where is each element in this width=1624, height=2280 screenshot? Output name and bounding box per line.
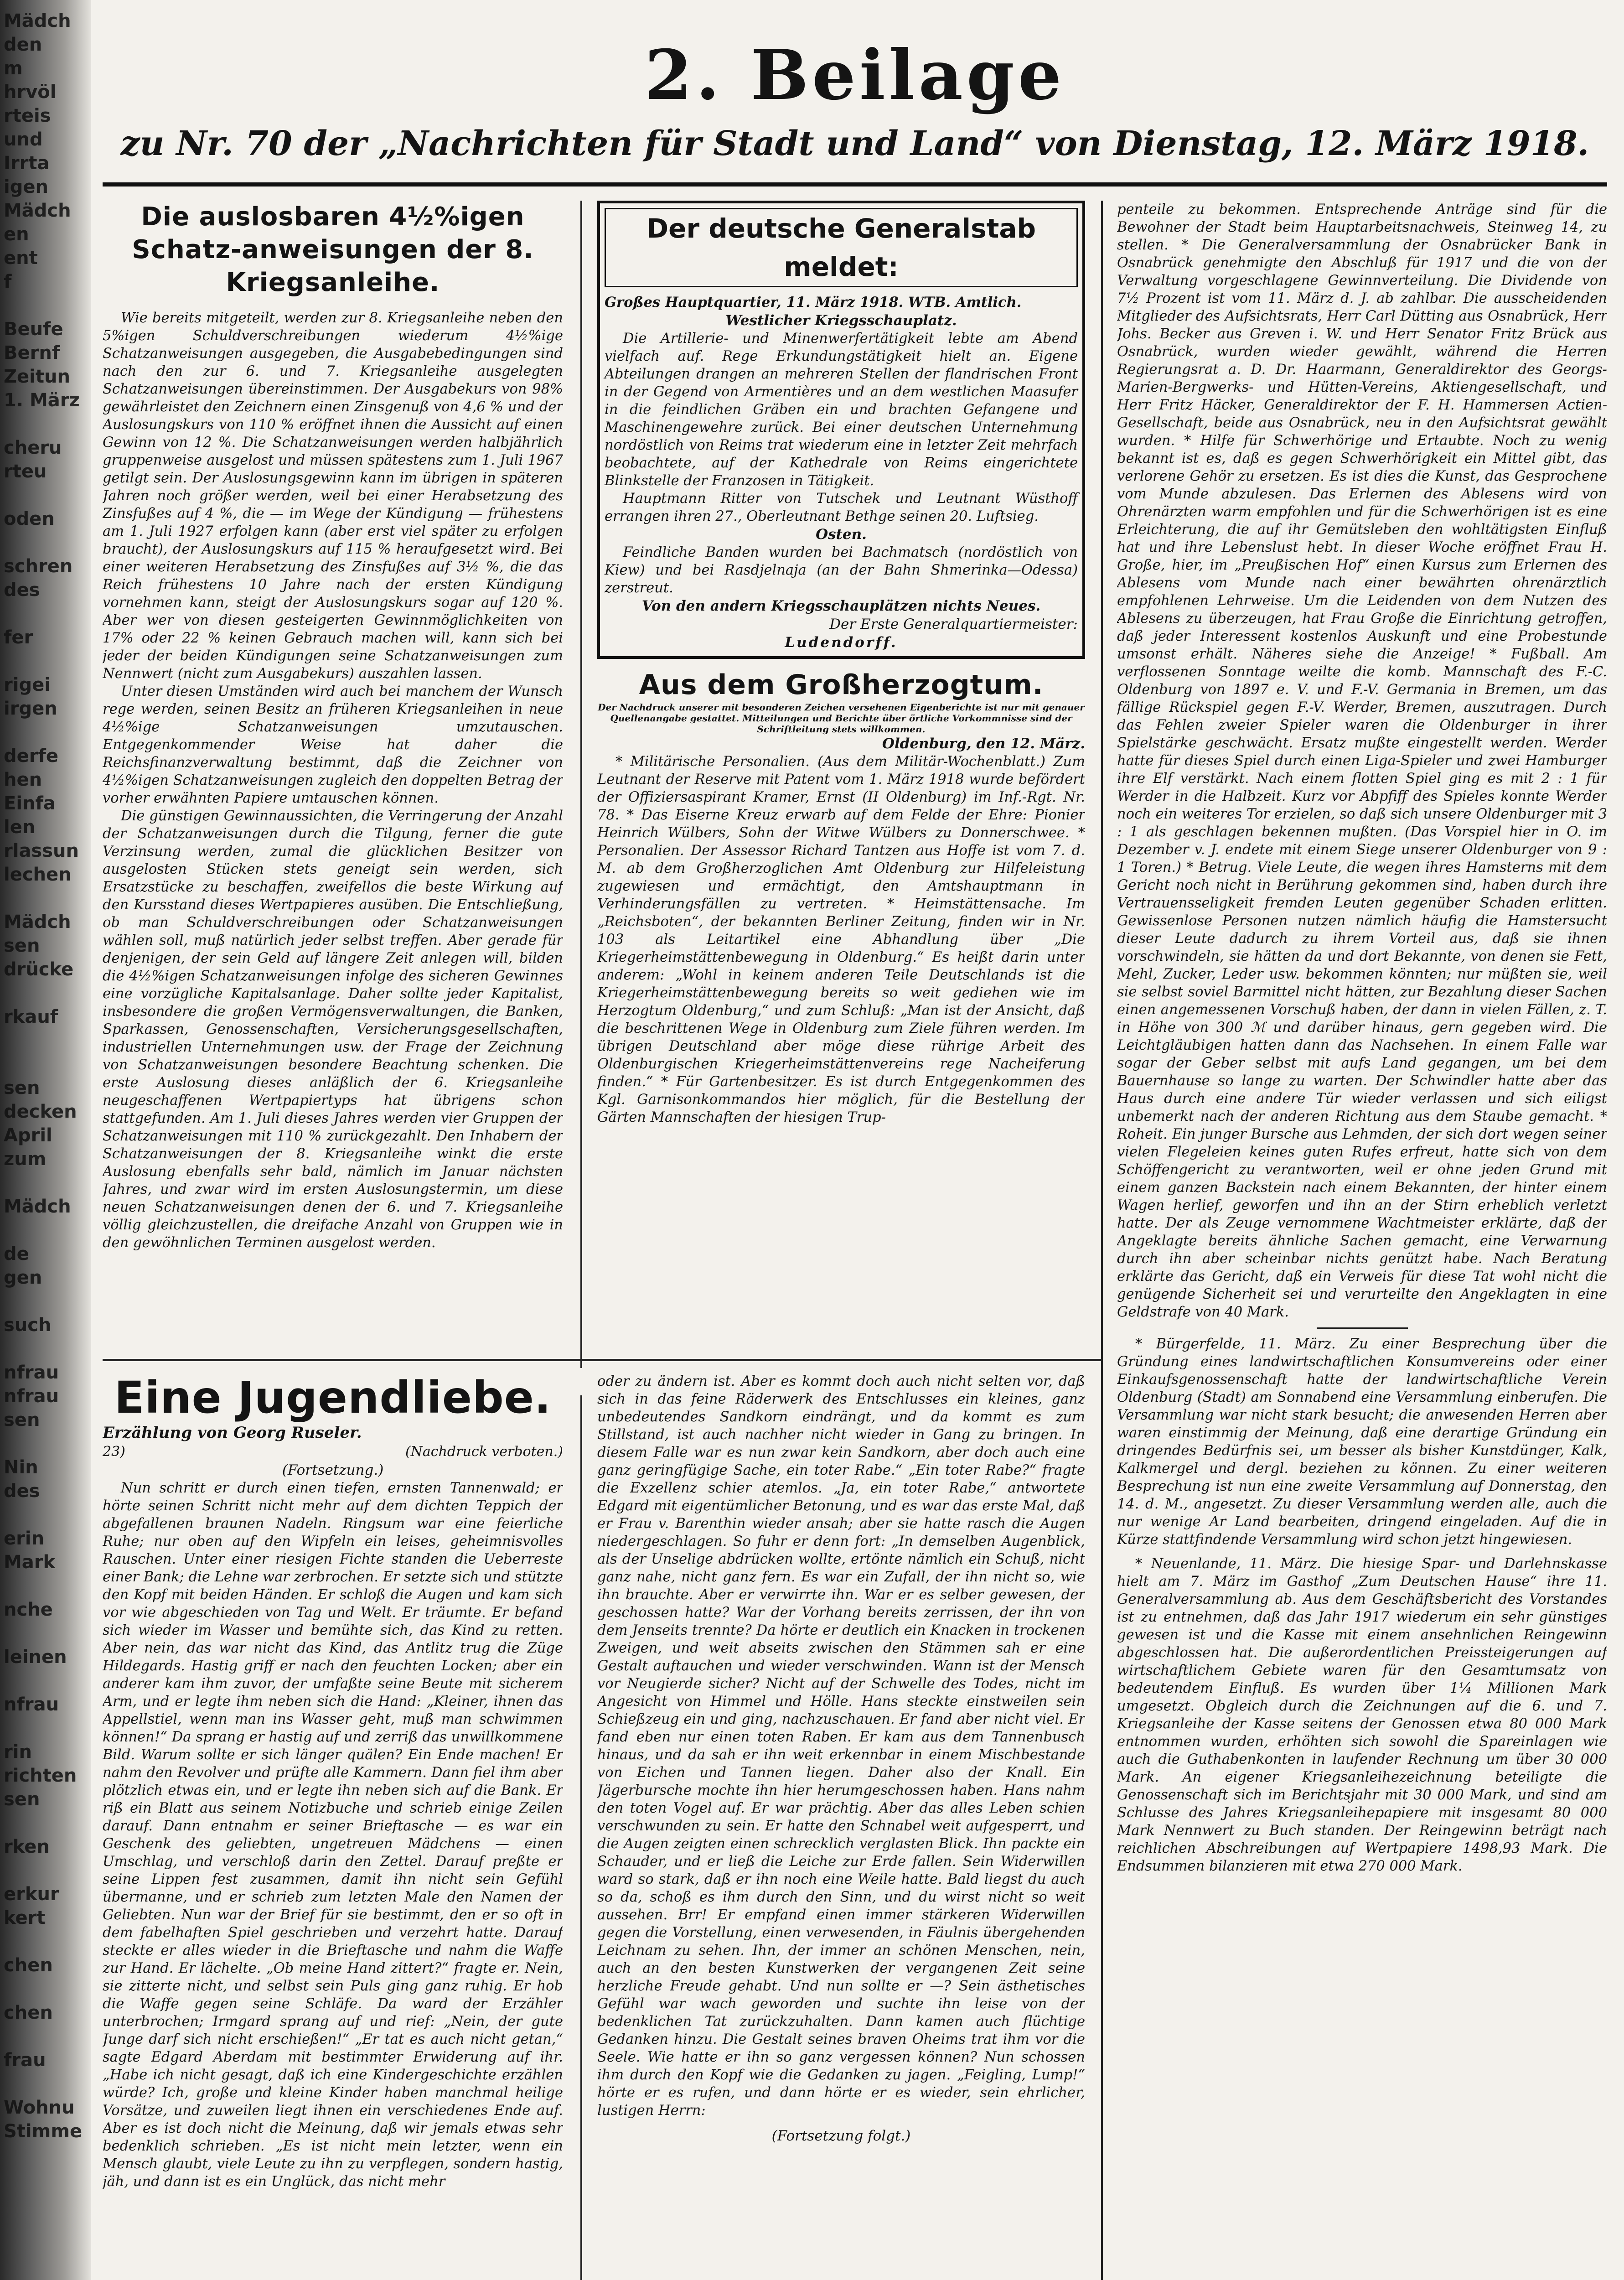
regional-news-continued	[1117, 201, 1607, 2280]
regional-dateline: Oldenburg, den 12. März.	[882, 736, 1085, 752]
masthead-rule	[103, 182, 1607, 187]
adjacent-page-fragments: Mädch den m hrvöl rteis und Irrta igen Mädch en ent f Beufe Bernf Zeitun 1. März cheru rteu oden schren des fer rigei irgen derfe hen Einfa len rlassun lechen Mädch sen drücke rkauf sen decken April zum Mädch de gen such nfrau nfrau sen Nin des erin Mark nche leinen nfrau rin richten sen rken erkur kert chen chen frau Wohnu Stimme	[4, 10, 83, 2142]
story-episode-number: 23)	[103, 1444, 125, 1460]
section-rule	[1317, 1327, 1408, 1329]
regional-news-buergerfelde: * Bürgerfelde, 11. März. Zu einer Besprechung über die Gründung eines landwirtschaftlichen Konsumvereins oder einer Einkaufsgenossenschaft hatte der landwirtschaftliche Verein Oldenburg (Stadt) am Sonnabend eine Versammlung einberufen. Die Versammlung war nicht stark besucht; die anwesenden Herren aber waren einstimmig der Meinung, daß eine derartige Gründung ein dringendes Bedürfnis sei, um besser als bisher Kunstdünger, Kalk, Kalkmergel und dergl. beziehen zu können. Zu einer weiteren Besprechung ist nun eine zweite Versammlung auf Donnerstag, den 14. d. M., angesetzt. Zu dieser Versammlung werden alle, auch die nur wenige Ar Land bearbeiten, dringend eingeladen. Auf die in Kürze stattfindende Versammlung wird schon jetzt hingewiesen.	[1117, 1336, 1607, 1548]
story-top-rule-left	[103, 1359, 580, 1361]
column-divider-1-upper	[580, 201, 582, 1368]
column-divider-1-lower	[580, 1395, 582, 2280]
newspaper-page	[103, 36, 1607, 2280]
regional-news-block-1: penteile zu bekommen. Entsprechende Anträge sind für die Bewohner der Stadt beim Hauptarbeitsnachweis, Steinweg 14, zu stellen. * Die Generalversammlung der Osnabrücker Bank in Osnabrück genehmigte den Abschluß für 1917 und die von der Verwaltung vorgeschlagene Gewinnverteilung. Die Dividende von 7½ Prozent ist vom 11. März d. J. ab zahlbar. Die ausscheidenden Mitglieder des Aufsichtsrats, Herr Carl Dütting aus Osnabrück, Herr Johs. Becker aus Greven i. W. und Herr Senator Fritz Brück aus Osnabrück, wurden wieder gewählt, während die Herren Regierungsrat a. D. Dr. Haarmann, Generaldirektor des Georgs-Marien-Bergwerks- und Hütten-Vereins, Aktiengesellschaft, und Herr Fritz Häcker, Generaldirektor der F. H. Hammersen Actien-Gesellschaft, beide aus Osnabrück, neu in den Aufsichtsrat gewählt wurden. * Hilfe für Schwerhörige und Ertaubte. Noch zu wenig bekannt ist es, daß es gegen Schwerhörigkeit ein Mittel gibt, das verlorene Gehör zu ersetzen. Es ist dies die Kunst, das Gesprochene vom Munde abzulesen. Das Erlernen des Ablesens wird von Ohrenärzten warm empfohlen und für die Schwerhörigen ist es eine Erleichterung, die auf ihr Gemütsleben den wohltätigsten Einfluß hat und ihre Lebenslust hebt. In dieser Woche eröffnet Frau H. Große, hier, im „Preußischen Hof“ einen Kursus zum Erlernen des Ablesens vom Munde nach einer bewährten ohrenärztlich empfohlenen Lehrweise. Um die Leidenden von dem Nutzen des Ablesens zu überzeugen, hat Frau Große die Einrichtung getroffen, daß jeder Interessent kostenlos Auskunft und eine Probestunde umsonst erhält. Näheres siehe die Anzeige! * Fußball. Am verflossenen Sonntage weilte die komb. Mannschaft des F.-C. Oldenburg von 1897 e. V. und F.-V. Germania in Bremen, um das fällige Rückspiel gegen F.-V. Werder, Bremen, auszutragen. Durch das Fehlen zweier Spieler waren die Oldenburger in ihrer Spielstärke geschwächt. Ersatz mußte eingestellt werden. Werder hatte für dieses Spiel durch einen Liga-Spieler und zwei Hamburger ihre Elf verstärkt. Nach einem flotten Spiel ging es mit 2 : 1 für Werder in die Halbzeit. Kurz vor Abpfiff des Spieles konnte Werder noch ein weiteres Tor erzielen, so daß sich unsere Oldenburger mit 3 : 1 als geschlagen bekennen mußten. (Das Vorspiel hier in O. im Dezember v. J. endete mit einem Siege unserer Oldenburger von 9 : 1 Toren.) * Betrug. Viele Leute, die wegen ihres Hamsterns mit dem Gericht noch nicht in Berührung gekommen sind, haben durch ihre Vertrauensseligkeit fremden Leuten gegenüber Schaden erlitten. Gewissenlose Personen nutzen nämlich häufig die Hamstersucht dieser Leute dadurch zu ihrem Vorteil aus, daß sie ihnen vorschwindeln, sie hätten da und dort Bekannte, von denen sie Fett, Mehl, Zucker, Leder usw. bekommen könnten; nur müßten sie, weil sie selbst soviel Barmittel nicht hätten, zur Bezahlung dieser Sachen einen angemessenen Vorschuß haben, der dann in vielen Fällen, z. T. in Höhe von 300 ℳ und darüber hinaus, gern gegeben wird. Die Leichtgläubigen hatten dann das Nachsehen. In einem Falle war sogar der Geber selbst mit aufs Land gegangen, um bei dem Bauernhause so lange zu warten. Der Schwindler hatte aber das Haus durch eine andere Tür wieder verlassen und sich eiligst unbemerkt nach der anderen Richtung aus dem Staube gemacht. * Roheit. Ein junger Bursche aus Lehmden, der sich dort wegen seiner vielen Flegeleien keines guten Rufes erfreut, hatte sich von dem Schöffengericht zu verantworten, weil er ohne jeden Grund mit einem ganzen Backstein nach einem Bekannten, der hinter einem Wagen herlief, geworfen und ihn an der Stirn erheblich verletzt hatte. Der als Zeuge vernommene Wachtmeister erklärte, daß der Angeklagte bereits ähnliche Sachen gemacht, eine Verwarnung durch ihn aber scheinbar nichts genützt habe. Nach Beratung erklärte das Gericht, daß ein Verweis für diese Tat wohl nicht die genügende Sicherheit sei und verurteilte den Angeklagten in eine Geldstrafe von 40 Mark.	[1117, 202, 1607, 1320]
story-text-part-2: oder zu ändern ist. Aber es kommt doch auch nicht selten vor, daß sich in das feine Räderwerk des Entschlusses ein kleines, ganz unbedeutendes Sandkorn eindrängt, und da kommt es zum Stillstand, ist auch nachher nicht wieder in Gang zu bringen. In diesem Falle war es nun zwar kein Sandkorn, aber doch auch eine ganz geringfügige Sache, ein toter Rabe.“ „Ein toter Rabe?“ fragte die Exzellenz schier atemlos. „Ja, ein toter Rabe,“ antwortete Edgard mit eigentümlicher Betonung, und es war das erste Mal, daß er Frau v. Barenthin wieder ansah; aber sie hatte rasch die Augen niedergeschlagen. So fuhr er denn fort: „In demselben Augenblick, als der Unselige abdrücken wollte, ertönte nämlich ein Schuß, nicht ganz nahe, nicht ganz fern. Es war ein Zufall, der ihn nicht so, wie ihn brauchte. Aber er verwirrte ihn. War er es selber gewesen, der geschossen hatte? War der Vorhang bereits zerrissen, der ihn von dem Jenseits trennte? Da hörte er deutlich ein Knacken in trockenen Zweigen, und weit abseits zwischen den Stämmen sah er eine Gestalt auftauchen und wieder verschwinden. Wann ist der Mensch vor Neugierde sicher? Nicht auf der Schwelle des Todes, nicht im Angesicht von Himmel und Hölle. Hans steckte einstweilen sein Schießzeug ein und ging, nachzuschauen. Er fand aber nicht viel. Er fand eben nur einen toten Raben. Er kam aus dem Tannenbusch hinaus, und da sah er ihn weit erkennbar in einem Mischbestande von Eichen und Tannen liegen. Daher also der Knall. Ein Jägerbursche mochte ihn hier herumgeschossen haben. Hans nahm den toten Vogel auf. Er war prächtig. Aber das alles Leben schien verschwunden zu sein. Er hatte den Schnabel weit aufgesperrt, und die Augen zeigten einen schrecklich verglasten Blick. Ihn packte ein Schauder, und er ließ die Leiche zur Erde fallen. Sein Widerwillen ward so stark, daß er ihn noch eine Weile hatte. Bald liegst du auch so da, schoß es ihm durch den Sinn, und du wirst nicht so weit aussehen. Brr! Er empfand einen immer stärkeren Widerwillen gegen die Vorstellung, einen verwesenden, in Fäulnis übergehenden Leichnam zu sehen. Ihn, der immer an schönen Menschen, nein, auch an den besten Kunstwerken der vergangenen Zeit seine herzliche Freude gehabt. Und nun sollte er —? Sein ästhetisches Gefühl war wach geworden und suchte ihn leise von der bedenklichen Tat zurückzuhalten. Dann kamen auch flüchtige Gedanken hinzu. Die Gestalt seines braven Oheims trat ihm vor die Seele. Wie hatte er ihn so ganz vergessen können? Nun schossen ihm durch den Kopf wie die Gedanken zu jagen. „Feigling, Lump!“ hörte er es rufen, und dann hörte er es wieder, sein ehrlicher, lustigen Herrn:	[597, 1373, 1085, 2119]
story-to-be-continued: (Fortsetzung folgt.)	[771, 2128, 911, 2144]
bond-headline: Die auslosbaren 4½%igen Schatz-anweisungen der 8. Kriegsanleihe.	[132, 202, 534, 297]
regional-text: * Militärische Personalien. (Aus dem Militär-Wochenblatt.) Zum Leutnant der Reserve mit Patent vom 1. März 1918 wurde befördert der Offiziersaspirant Kramer, Ernst (II Oldenburg) im Inf.-Rgt. Nr. 78. * Das Eiserne Kreuz erwarb auf dem Felde der Ehre: Pionier Heinrich Wülbers, Sohn der Witwe Wülbers zu Donnerschwee. * Personalien. Der Assessor Richard Tantzen aus Hoffe ist vom 7. d. M. ab dem Großherzoglichen Amt Oldenburg zur Hilfeleistung zugewiesen und ermächtigt, den Amtshauptmann in Verhinderungsfällen zu vertreten. * Heimstättensache. Im „Reichsboten“, der bekannten Berliner Zeitung, finden wir in Nr. 103 als Leitartikel eine Abhandlung über „Die Kriegerheimstättenbewegung in Oldenburg.“ Es heißt darin unter anderem: „Wohl in keinem anderen Teile Deutschlands ist die Kriegerheimstättenbewegung bereits so weit gediehen wie im Herzogtum Oldenburg,“ und zum Schluß: „Man ist der Ansicht, daß die beschrittenen Wege in Oldenburg zum Ziele führen werden. Im übrigen Deutschland aber möge diese rührige Arbeit des Oldenburgischen Kriegerheimstättenvereins rege Nacheiferung finden.“ * Für Gartenbesitzer. Es ist durch Entgegenkommen des Kgl. Garnisonkommandos hier möglich, für die Bestellung der Gärten Mannschaften der hiesigen Trup-	[597, 754, 1085, 1125]
regional-news-neuenlande: * Neuenlande, 11. März. Die hiesige Spar- und Darlehnskasse hielt am 7. März im Gasthof „Zum Deutschen Hause“ ihre 11. Generalversammlung ab. Aus dem Geschäftsbericht des Vorstandes ist zu entnehmen, daß das Jahr 1917 wiederum ein sehr günstiges gewesen ist und die Kasse mit einem ansehnlichen Reingewinn abgeschlossen hat. Die außerordentlichen Preissteigerungen auf wirtschaftlichem Gebiete waren für den Gesamtumsatz von bedeutendem Einfluß. Es wurden über 1¼ Millionen Mark umgesetzt. Obgleich durch die Zeichnungen auf die 6. und 7. Kriegsanleihe der Kasse seitens der Genossen etwa 80 000 Mark entnommen wurden, erhöhten sich sowohl die Spareinlagen wie auch die Guthabenkonten in laufender Rechnung um über 30 000 Mark. An eigener Kriegsanleihezeichnung beteiligte die Genossenschaft sich im Berichtsjahr mit 30 000 Mark, und sind am Schlusse des Jahres Kriegsanleihepapiere mit insgesamt 80 000 Mark Nennwert zu Buch standen. Der Reingewinn beträgt nach reichlichen Abschreibungen auf Wertpapiere 1498,93 Mark. Die Endsummen bilanzieren mit etwa 270 000 Mark.	[1117, 1556, 1607, 1874]
signature-role: Der Erste Generalquartiermeister:	[829, 616, 1078, 632]
bond-paragraph-2: Unter diesen Umständen wird auch bei manchem der Wunsch rege werden, seinen Besitz an früheren Kriegsanleihen in neue 4½%ige Schatzanweisungen umzutauschen. Entgegenkommender Weise hat daher die Reichsfinanzverwaltung bestimmt, daß die Zeichner von 4½%igen Schatzanweisungen zugleich den doppelten Betrag der vorher erwähnten Papiere umtauschen können.	[103, 684, 563, 806]
theater-east-heading: Osten.	[816, 526, 867, 543]
regional-headline: Aus dem Großherzogtum.	[639, 669, 1044, 701]
bond-paragraph-3: Die günstigen Gewinnaussichten, die Verringerung der Anzahl der Schatzanweisungen durch die Tilgung, ferner die gute Verzinsung werden, zumal die glücklichen Besitzer von ausgelosten Stücken stets geneigt sein werden, sich Ersatzstücke zu beschaffen, zweifellos die beste Wirkung auf den Kursstand dieses Wertpapieres ausüben. Die Entschließung, ob man Schuldverschreibungen oder Schatzanweisungen wählen soll, muß natürlich jeder selbst treffen. Aber gerade für denjenigen, der sein Geld auf längere Zeit anlegen will, bilden die 4½%igen Schatzanweisungen infolge des sicheren Gewinnes eine vorzügliche Kapitalsanlage. Daher sollte jeder Kapitalist, insbesondere die großen Vermögensverwaltungen, die Banken, Sparkassen, Genossenschaften, Versicherungsgesellschaften, industriellen Unternehmungen usw. der Frage der Zeichnung von Schatzanweisungen besondere Beachtung schenken. Die erste Auslosung dieses anläßlich der 6. Kriegsanleihe neugeschaffenen Wertpapiertyps hat übrigens schon stattgefunden. Am 1. Juli dieses Jahres werden vier Gruppen der Schatzanweisungen mit 110 % zurückgezahlt. Den Inhabern der Schatzanweisungen der 8. Kriegsanleihe winkt die erste Auslosung ebenfalls sehr bald, nämlich im Januar nächsten Jahres, und zwar wird im ersten Auslosungstermin, um diese neuen Schatzanweisungen denen der 6. und 7. Kriegsanleihe völlig gleichzustellen, die dreifache Anzahl von Gruppen wie in den gewöhnlichen Terminen ausgelost werden.	[103, 808, 563, 1251]
general-staff-box	[597, 201, 1085, 659]
report-west-text-2: Hauptmann Ritter von Tutschek und Leutnant Wüsthoff errangen ihren 27., Oberleutnant Bethge seinen 20. Luftsieg.	[605, 491, 1078, 524]
serial-story-part-1	[103, 1373, 563, 2280]
general-staff-title: Der deutsche Generalstab meldet:	[605, 208, 1078, 287]
serial-story-part-2	[597, 1373, 1085, 2280]
signature-name: Ludendorff.	[785, 634, 898, 651]
bond-paragraph-1: Wie bereits mitgeteilt, werden zur 8. Kriegsanleihe neben den 5%igen Schuldverschreibungen wiederum 4½%ige Schatzanweisungen ausgegeben, die Ausgabebedingungen sind nach den zur 6. und 7. Kriegsanleihe ausgelegten Schatzanweisungen übereinstimmen. Der Ausgabekurs von 98% gewährleistet den Zeichnern einen Zinsgenuß von 4,6 % und der Auslosungskurs von 110 % eröffnet ihnen die Aussicht auf einen Gewinn von 12 %. Die Schatzanweisungen werden halbjährlich gruppenweise ausgelost und müssen spätestens zum 1. Juli 1967 getilgt sein. Der Auslosungsgewinn kann im übrigen in späteren Jahren noch größer werden, weil bei einer Herabsetzung des Zinsfußes auf 4 %, die — im Wege der Kündigung — frühestens am 1. Juli 1927 erfolgen kann (aber erst viel später zu erfolgen braucht), der Auslosungskurs auf 115 % heraufgesetzt wird. Bei einer weiteren Herabsetzung des Zinsfußes auf 3½ %, die das Reich frühestens 10 Jahre nach der ersten Kündigung vornehmen kann, steigt der Auslosungskurs sogar auf 120 %. Aber wer von diesen gesteigerten Gewinnmöglichkeiten von 17% oder 22 % keinen Gebrauch machen will, kann sich bei jeder der beiden Kündigungen seine Schatzanweisungen zum Nennwert (nicht zum Ausgabekurs) auszahlen lassen.	[103, 310, 563, 682]
story-top-rule-mid	[580, 1359, 1101, 1361]
masthead	[103, 36, 1607, 164]
report-dateline: Großes Hauptquartier, 11. März 1918. WTB. Amtlich.	[605, 294, 1022, 311]
reprint-note: Der Nachdruck unserer mit besonderen Zeichen versehenen Eigenberichte ist nur mit genauer Quellenangabe gestattet. Mitteilungen und Berichte über örtliche Vorkommnisse sind der Schriftleitung stets willkommen.	[598, 702, 1085, 735]
report-east-text: Feindliche Banden wurden bei Bachmatsch (nordöstlich von Kiew) und bei Rasdjelnaja (an der Bahn Shmerinka—Odessa) zerstreut.	[605, 544, 1078, 596]
story-title: Eine Jugendliebe.	[114, 1373, 552, 1423]
other-fronts-line: Von den andern Kriegsschauplätzen nichts Neues.	[641, 598, 1041, 614]
supplement-title: 2. Beilage	[644, 35, 1065, 115]
column-divider-2	[1101, 201, 1103, 2280]
bond-article	[103, 201, 563, 1350]
story-byline: Erzählung von Georg Ruseler.	[103, 1424, 362, 1442]
theater-west-heading: Westlicher Kriegsschauplatz.	[725, 312, 957, 329]
story-text-part-1: Nun schritt er durch einen tiefen, ernsten Tannenwald; er hörte seinen Schritt nicht mehr auf dem dichten Teppich der abgefallenen braunen Nadeln. Ringsum war eine feierliche Ruhe; nur oben auf den Wipfeln ein leises, geheimnisvolles Rauschen. Unter einer riesigen Fichte standen die Ueberreste einer Bank; die Lehne war zerbrochen. Er setzte sich und stützte den Kopf mit beiden Händen. Er schloß die Augen und kam sich vor wie abgeschieden von Tag und Welt. Er träumte. Er befand sich wieder im Wasser und bemühte sich, das Kind zu retten. Aber nein, das war nicht das Kind, das Antlitz trug die Züge Hildegards. Hastig griff er nach den feuchten Locken; aber ein anderer kam ihm zuvor, der umfaßte seine Beute mit sicherem Arm, und er legte ihm neben sich die Hand: „Kleiner, ihnen das Appellstiel, wenn man ins Wasser geht, muß man schwimmen können!“ Da sprang er hastig auf und zerriß das unwillkommene Bild. Warum sollte er sich länger quälen? Ein Ende machen! Er nahm den Revolver und prüfte alle Kammern. Dann fiel ihm aber plötzlich etwas ein, und er legte ihn neben sich auf die Bank. Er riß ein Blatt aus seinem Notizbuche und schrieb einige Zeilen darauf. Dann entnahm er seiner Brieftasche — es war ein Geschenk des geliebten, ungetreuen Mädchens — einen Umschlag, und verschloß darin den Zettel. Darauf preßte er seine Lippen fest zusammen, damit ihn nicht sein Gefühl übermanne, und er schrieb zum letzten Male den Namen der Geliebten. Nun war der Brief für sie bestimmt, den er so oft in dem fabelhaften Spiel geschrieben und verzehrt hatte. Darauf steckte er alles wieder in die Brieftasche und nahm die Waffe zur Hand. Er lächelte. „Ob meine Hand zittert?“ fragte er. Nein, sie zitterte nicht, und selbst sein Puls ging ganz ruhig. Er hob die Waffe gegen seine Schläfe. Da ward der Erzähler unterbrochen; Irmgard sprang auf und rief: „Nein, der gute Junge darf sich nicht erschießen!“ „Er tat es auch nicht getan,“ sagte Edgard Aberdam mit bestimmter Erwiderung auf ihr. „Habe ich nicht gesagt, daß ich eine Kindergeschichte erzählen würde? Ich, große und kleine Kinder haben manchmal heilige Vorsätze, und zuweilen liegt ihnen ein verschiedenes Ende auf. Aber es ist doch nicht die Meinung, daß wir jemals etwas sehr bedenklich schrieben. „Es ist nicht mein letzter, wenn ein Mensch glaubt, viele Leute zu ihn zu verpflegen, sondern hastig, jäh, und dann ist es ein Unglück, das nicht mehr	[103, 1480, 563, 2190]
story-continuation: (Fortsetzung.)	[282, 1462, 384, 1478]
report-west-text: Die Artillerie- und Minenwerfertätigkeit lebte am Abend vielfach auf. Rege Erkundungstätigkeit hielt an. Eigene Abteilungen drangen an mehreren Stellen der flandrischen Front in der Gegend von Armentières und an dem westlichen Maasufer in die feindlichen Gräben ein und brachten Gefangene und Maschinengewehre zurück. Bei einer deutschen Unternehmung nordöstlich von Reims trat wiederum eine in letzter Zeit mehrfach beobachtete, auf der Kathedrale von Reims eingerichtete Blinkstelle der Franzosen in Tätigkeit.	[605, 331, 1078, 489]
supplement-subtitle: zu Nr. 70 der „Nachrichten für Stadt und Land“ von Dienstag, 12. März 1918.	[120, 124, 1589, 163]
war-report	[597, 201, 1085, 1350]
story-reprint-notice: (Nachdruck verboten.)	[405, 1444, 563, 1460]
